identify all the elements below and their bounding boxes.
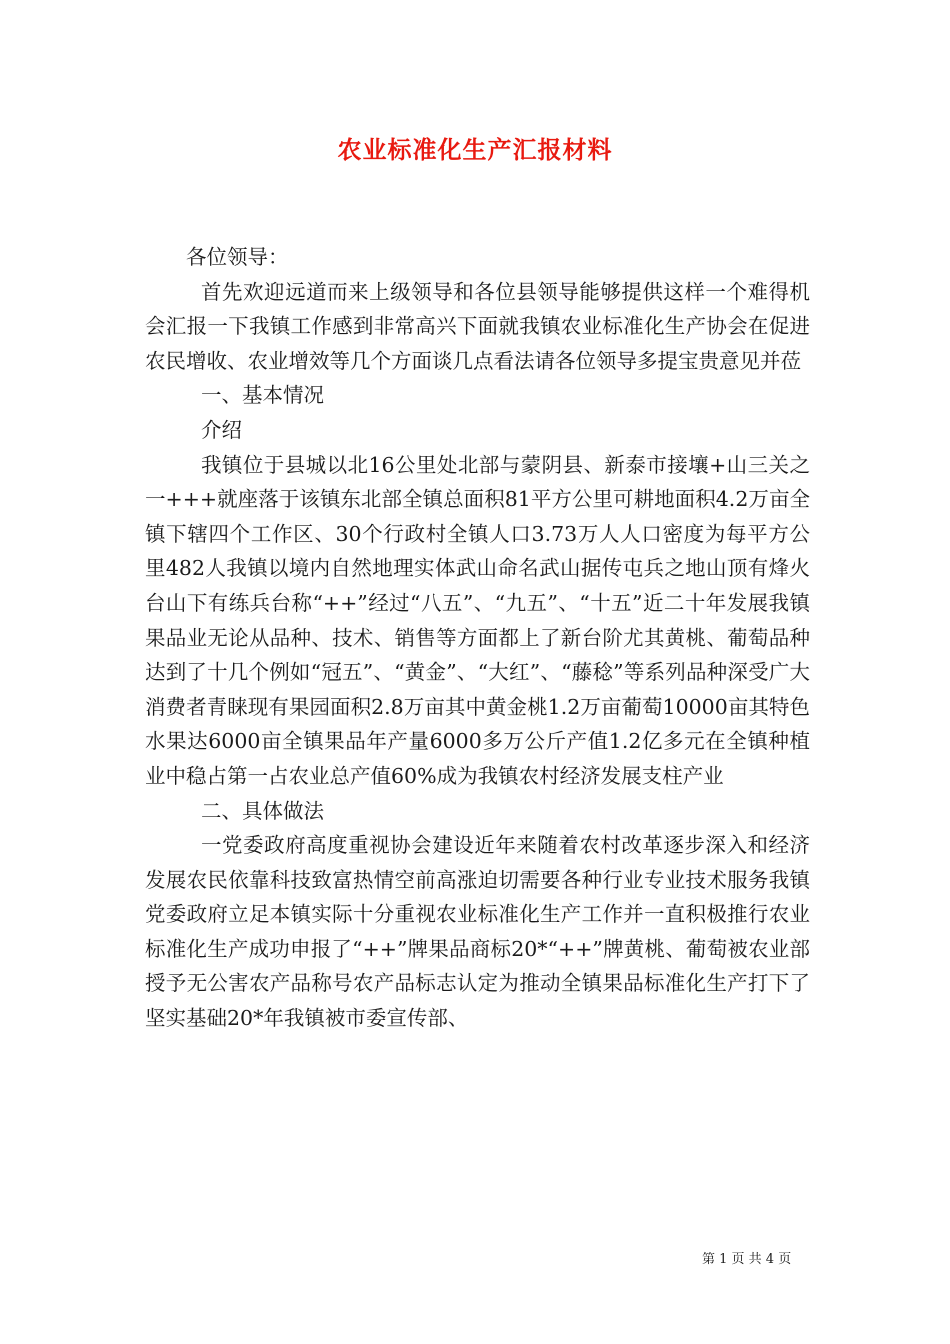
page-number-footer: 第 1 页 共 4 页 xyxy=(702,1252,792,1267)
document-body xyxy=(145,240,810,1036)
paragraph-town-overview: 我镇位于县城以北16公里处北部与蒙阴县、新泰市接壤+山三关之一+++就座落于该镇东北部全镇总面积81平方公里可耕地面积4.2万亩全镇下辖四个工作区、30个行政村全镇人口3.73万人人口密度为每平方公里482人我镇以境内自然地理实体武山命名武山据传屯兵之地山顶有烽火台山下有练兵台称“++”经过“八五”、“九五”、“十五”近二十年发展我镇果品业无论从品种、技术、销售等方面都上了新台阶尤其黄桃、葡萄品种达到了十几个例如“冠五”、“黄金”、“大红”、“藤稔”等系列品种深受广大消费者青睐现有果园面积2.8万亩其中黄金桃1.2万亩葡萄10000亩其特色水果达6000亩全镇果品年产量6000多万公斤产值1.2亿多元在全镇种植业中稳占第一占农业总产值60%成为我镇农村经济发展支柱产业 xyxy=(145,452,810,788)
document-title: 农业标准化生产汇报材料 xyxy=(337,135,613,164)
subheading-introduction: 介绍 xyxy=(201,417,242,442)
paragraph-intro: 首先欢迎远道而来上级领导和各位县领导能够提供这样一个难得机会汇报一下我镇工作感到非常高兴下面就我镇农业标准化生产协会在促进农民增收、农业增效等几个方面谈几点看法请各位领导多提宝贵意见并莅 xyxy=(145,279,810,373)
paragraph-party-committee: 一党委政府高度重视协会建设近年来随着农村改革逐步深入和经济发展农民依靠科技致富热情空前高涨迫切需要各种行业专业技术服务我镇党委政府立足本镇实际十分重视农业标准化生产工作并一直积极推行农业标准化生产成功申报了“++”牌果品商标20*“++”牌黄桃、葡萄被农业部授予无公害农产品称号农产品标志认定为推动全镇果品标准化生产打下了坚实基础20*年我镇被市委宣传部、 xyxy=(145,833,810,1031)
section-heading-specific-measures: 二、具体做法 xyxy=(201,798,324,823)
section-heading-basic-situation: 一、基本情况 xyxy=(201,383,324,408)
salutation: 各位领导： xyxy=(186,245,289,269)
